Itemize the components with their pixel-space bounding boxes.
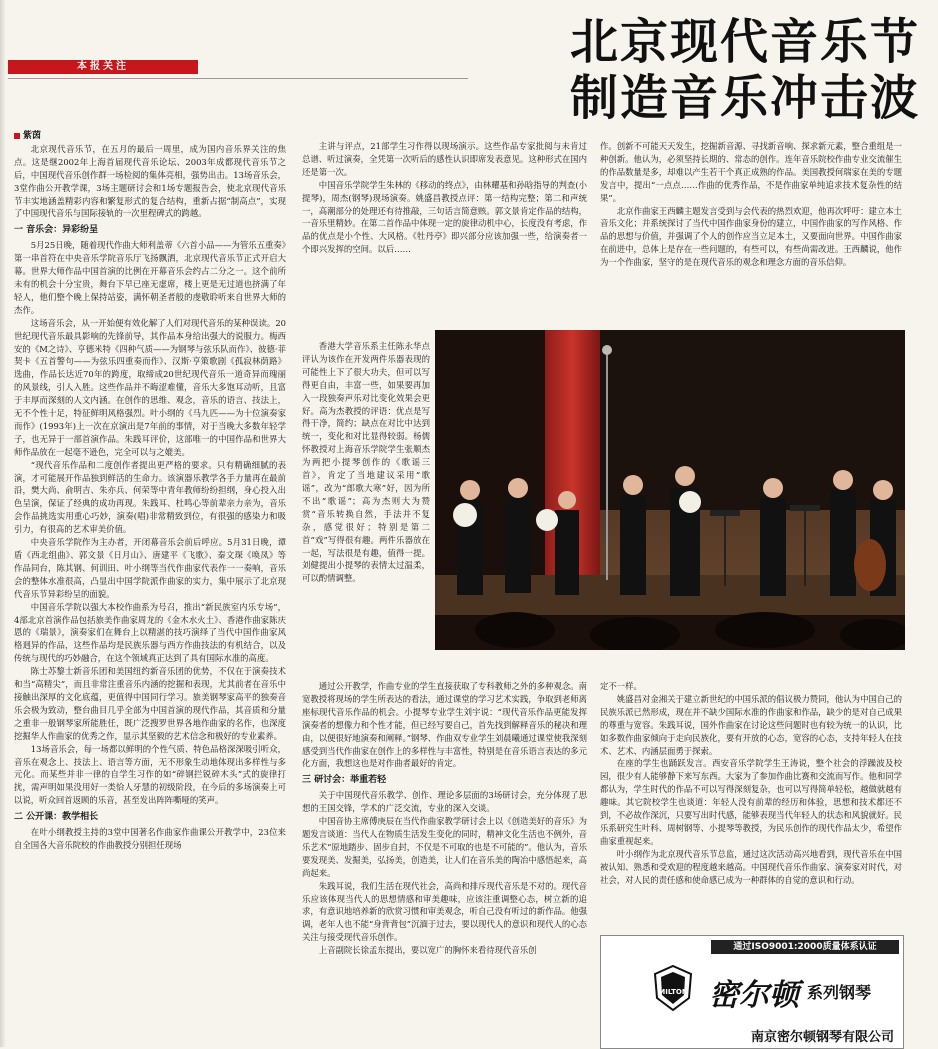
ad-certification: 通过ISO9001:2000质量体系认证	[711, 940, 899, 954]
section-label: 本报关注	[8, 60, 198, 74]
paragraph: 姚盛昌对金湘关于建立新世纪的中国乐派的倡议极力赞同，他认为中国自己的民族乐派已然形成，现在并不缺少国际水准的作曲家和作品，缺少的是对自己成果的尊重与宽容。朱践耳说，国外作曲家在讨论这些问题时也有较为统一的认识，比如多数作曲家倾向于走向民族化，要有开放的心态，宽容的心态，支持年轻人在技术、艺术、内涵层面勇于探索。	[600, 693, 902, 756]
paragraph: 这场音乐会，从一开始便有效化解了人们对现代音乐的某种误读。20世纪现代音乐最具影响的先锋前导，其作品本身给出强大的说服力。梅西安的《M之诗》、亨德米特《四种气质——为钢琴与弦乐队而作》、彼德·菲契卡《五首警句——为弦乐四重奏而作》、汉斯·亨策歌剧《孤寂林荫路》选曲，作品长达近70年的跨度，取缔成20世纪现代音乐一道奇异而瑰丽的风景线，引人入胜。这些作品并不晦涩难懂，音乐大多饱耳动听，且富于丰厚而深刻的人文内涵。在创作的思维、观念，音乐的语言、技法上，无不个性十足，特征鲜明风格强烈。叶小纲的《马九匹——为十位演奏家而作》(1993年)上一次在京演出是7年前的事情，对于当晚大多数年轻学子，也无异于一部首演作品。朱践耳评价，这部唯一的中国作品和世界大师作品放在一起毫不逊色，完全可以与之媲美。	[14, 317, 286, 457]
byline-square-icon	[14, 133, 20, 139]
headline	[480, 14, 920, 126]
ad-company: 南京密尔顿钢琴有限公司	[751, 1030, 895, 1045]
paragraph: 在叶小纲教授主持的3堂中国著名作曲家作曲课公开教学中，23位来自全国各大音乐院校的作曲教授分别担任现场	[14, 827, 286, 850]
concert-photo-illustration	[435, 330, 905, 650]
milton-logo-icon	[651, 964, 695, 1012]
subheading-concerts: 一 音乐会：异彩纷呈	[14, 225, 99, 236]
article-column-2-bottom	[302, 680, 587, 1040]
paragraph: 陈士苏黎士新音乐团和美国纽约新音乐团的优势，不仅在于演奏技术和当“高精尖”，而且非常注重音乐内涵的挖掘和表现，尤其前者在音乐中接触出深厚的文化底蕴，更值得中国同行学习。旅美钢琴家高平的独奏音乐会极为致动，整台曲目几乎全部为中国首演的现代作品，其音质和分量之重非一般钢琴家所能胜任，既广泛搜罗世界各地作曲家的名作，也深度挖掘华人作曲家的优秀之作，显示其坚毅的艺术信念和极好的专业素养。	[14, 666, 286, 741]
paragraph: “现代音乐作品和二度创作者提出更严格的要求。只有精确细腻的表演，才可能展开作品独到鲜活的生命力。该演器乐教学各手力量再在最前沿，樊大尚、俞明吉、朱亦兵、何荣等中青年教师纷纷担纲，身心投入出色呈演，保证了经典的成功再现。朱践耳、杜鸣心等前辈亲力亲为，音乐会作品挑选实用重心巧妙，演奏(唱)非常精致到位，有很强的感染力和吸引力，有很高的艺术审美价值。	[14, 459, 286, 535]
article-column-3-top	[600, 140, 902, 330]
paragraph: 叶小纲作为北京现代音乐节总监，通过这次活动高兴地看到，现代音乐在中国被认知、熟悉和受欢迎的程度越来越高。中国现代音乐作曲家、演奏家对时代，对社会，对人民的责任感和使命感已成为一种群体的自觉的意识和行动。	[600, 848, 902, 885]
logo-text: MILTON	[658, 988, 688, 996]
subheading-symposium: 三 研讨会：举重若轻	[302, 775, 387, 786]
paragraph: 5月25日晚，随着现代作曲大师利盖蒂《六首小品——为管乐五重奏》第一串首符在中央音乐学院音乐厅飞扬飘洒，北京现代音乐节正式开启大幕。世界大师作品中国首演的比例在开幕音乐会约占二分之一。这个前所未有的机会十分宝贵，舞台下早已座无虚席，楼上更是无过道也挤满了年轻人，他们整个晚上保持站姿，满怀朝圣者般的虔敬聆听来自世界大师的杰作。	[14, 240, 286, 315]
concert-photo	[435, 330, 905, 650]
paragraph: 中国音乐学院以强大本校作曲系为号召，推出“新民族室内乐专场”，4部北京首演作品包括旅美作曲家周龙的《金木水火土》、香港作曲家陈庆恩的《瑞景》，演奏家们在舞台上以精湛的技巧演绎了当代中国作曲家风格迥异的作品，这些作品均是民族乐器与西方作曲技法的有机结合，以及传统与现代的巧妙融合，在这个领域真正达到了具有国际水准的高度。	[14, 601, 286, 664]
article-column-2-narrow	[302, 340, 430, 680]
article-column-3-bottom	[600, 680, 902, 930]
paragraph: 北京作曲家王西麟主题发言受到与会代表的热烈欢迎，他再次呼吁：建立本土音乐文化；并系统探讨了当代中国作曲家身份的建立，中国作曲家的写作风格、作品的思想与价值，并强调了个人的创作应当立足本土，又要面向世界。中国作曲家在前进中，总体上是存在一些问题的，有些可以，有些尚需改进。王西麟说，他作为一个作曲家，坚守的是在现代音乐的观念和理念方面的音乐信仰。	[600, 205, 902, 268]
ad-series: 系列钢琴	[807, 983, 872, 1002]
section-rule	[8, 78, 468, 79]
paragraph: 作。创新不可能天天发生，挖掘新音源、寻找新音响、探求新元素，整合重组是一种创新。他认为，必须坚持长期的、常态的创作。连年音乐院校作曲专业交流催生的作品数量是多，却难以产生若干个真正成熟的作品。美国教授何瑞家在美的专题发言中，提出“一点点……作曲的优秀作品，不是作曲家单纯追求技术复杂性的结果”。	[600, 141, 902, 203]
paragraph: 在座的学生也踊跃发言。西安音乐学院学生王涛说，整个社会的浮躁波及校园，很少有人能够静下来写东西。大家为了参加作曲比赛和交流而写作。他和同学都认为，学生时代的作品不可以写得深刻复杂，也可以写得简单轻松，越做就越有趣味。其它院校学生也谈道：年轻人没有前辈的经历和体验，思想和技术都还不到，不必故作深沉，只要写出时代感，能够表现当代年轻人的状态和风貌就好。民乐系研究生叶科、周树钢等、小提琴等教授，为民乐创作的现代作品太少，希望作曲家重视起来。	[600, 758, 902, 846]
paragraph: 朱践耳说，我们生活在现代社会，高尚和排斥现代音乐是不对的。现代音乐应该体现当代人的思想情感和审美趣味，应该注重调整心态，树立新的追求，有意识地培养新的欣赏习惯和审美观念，听自己没有听过的新作品。他强调，老年人也不能“身背背包”沉湎于过去，要以现代人的意识和现代人的心态关注与接受现代音乐创作。	[302, 880, 587, 943]
article-column-1	[14, 130, 286, 1035]
headline-line-2: 制造音乐冲击波	[569, 70, 920, 126]
piano-advertisement	[600, 935, 904, 1049]
paragraph: 主讲与评点，21部学生习作得以现场演示。这些作品专家批阅与未肯过总谱、听过演奏，全凭第一次听后的感性认识即席发表意见。这种形式在国内还是第一次。	[302, 141, 587, 177]
page-fold-shadow	[0, 0, 6, 1047]
paragraph: 定不一样。	[600, 681, 642, 691]
paragraph: 通过公开教学，作曲专业的学生直接获取了专科教师之外的多种观念。南宽教授将现场的学生所表达的看法，通过课堂的学习艺术实践，争取到老师离座标现代音乐作品的机会。小提琴专业学生刘宇说：“现代音乐作品更能发挥演奏者的想像力和个性才能，但已经写要自己，首先找到解释音乐的秘决和理由，以便很好地演奏和阐释。”钢琴、作曲双专业学生刘晨曦通过课堂使我深刻感受到当代作曲家在创作上的多样性与丰富性，特别是在音乐语言表达的多元化方面，我想这也是对作曲者最好的肯定。	[302, 681, 587, 769]
paragraph: 中央音乐学院作为主办者，开闭幕音乐会前后呼应。5月31日晚，谭盾《西北组曲》、郭文景《日月山》、唐建平《飞歌》、秦文琛《唤凤》等作品同台，陈其钢、何训田、叶小纲等当代作曲家代表作一一奏响，音乐会的整体水准很高，凸显出中国学院派作曲家的实力，集中展示了北京现代音乐节异彩纷呈的面貌。	[14, 537, 286, 599]
ad-brand: 密尔顿	[709, 978, 799, 1013]
byline: 紫茵	[14, 130, 286, 143]
headline-line-1: 北京现代音乐节	[569, 14, 920, 70]
paragraph: 上音副院长徐孟东提出，要以宽广的胸怀来看待现代音乐创	[318, 945, 537, 956]
paragraph: 13场音乐会，每一场都以鲜明的个性气质、特色品格深深吸引听众，音乐在观念上、技法上、语言等方面，无不形象生动地体现出多样性与多元化。而某些并非一律的自学生习作的如“碎钢拦锐碎木头”式的旋律打扰，需声明如果没用好一类恰人牙慧的初级阶段，在今后的多场演奏上可以说，听众回首返顾的乐音，甚至发出阵阵嘶哑的笑声。	[14, 743, 286, 806]
paragraph: 中国音乐学院学生朱林的《移动的终点》，由林耀基和孙晗指导的判查(小提琴)，周杰(钢琴)现场演奏。姚盛昌教授点评：第一结构完整；第二和声统一，高潮部分的处理还有待推敲，三句话言简意赅。郭文景肯定作品的结构，一音乐里精妙。在第二首作品中体现一定的旋律动机中心，长度没有考虑，作品的优点是小个性、大风格。《牡丹亭》即兴部分应该加强一些，给演奏者一个即兴发挥的空间。以后……	[302, 179, 587, 255]
subheading-classes: 二 公开课：教学相长	[14, 812, 99, 823]
paragraph: 中国音协主席傅庚辰在当代作曲家教学研讨会上以《创造美好的音乐》为题发言谈道：当代人在物质生活发生变化的同时，精神文化生活也不例外，音乐艺术“原地踏步、固步自封，不仅是不可取的也是不可能的”。他认为，音乐要发现美、发掘美，弘扬美，创造美，让人们在音乐美的陶冶中感悟起来，高尚起来。	[302, 816, 587, 878]
paragraph: 香港大学音乐系主任陈永华点评认为该作在开发两件乐器表现的可能性上下了很大功夫，但可以写得更自由，丰富一些，如果要再加入一段独奏声乐对比变化效果会更好。高为杰教授的评语：优点是写得干净，简约；缺点在对比中达到统一，变化和对比显得较弱。杨儒怀教授对上海音乐学院学生张顺杰为两把小提琴创作的《歌谣三首》，肯定了当地建议采用“歌谣”，改为“郎歌大寒”好，因为所不出“歌谣”；高为杰则大为赞赏“音乐转换自然，手法并不复杂，感觉很好；特别是第二首“戏”写得很有趣。两件乐器放在一起，写法很是有趣，值得一提。刘健提出小提琴的表情太过温柔，可以酌情调整。	[302, 341, 430, 584]
paragraph: 北京现代音乐节，在五月的最后一周里，成为国内音乐界关注的焦点。这是继2002年上海首届现代音乐论坛、2003年成都现代音乐节之后，中国现代音乐创作群一场检阅的集体亮相，强势出击。13场音乐会，3堂作曲公开教学课，3场主题研讨会和1场专题报告会，使北京现代音乐节丰实地涵盖精彩内容和繁复形式的复合结构，重新占据“制高点”，实现了中国现代音乐与国际接轨的一次里程碑式的跨越。	[14, 143, 286, 219]
paragraph: 关于中国现代音乐教学、创作、理论多层面的3场研讨会，充分体现了思想的王国交锋，学术的广泛交流，专业的深入交谈。	[302, 790, 587, 814]
article-column-2-top	[302, 140, 587, 335]
